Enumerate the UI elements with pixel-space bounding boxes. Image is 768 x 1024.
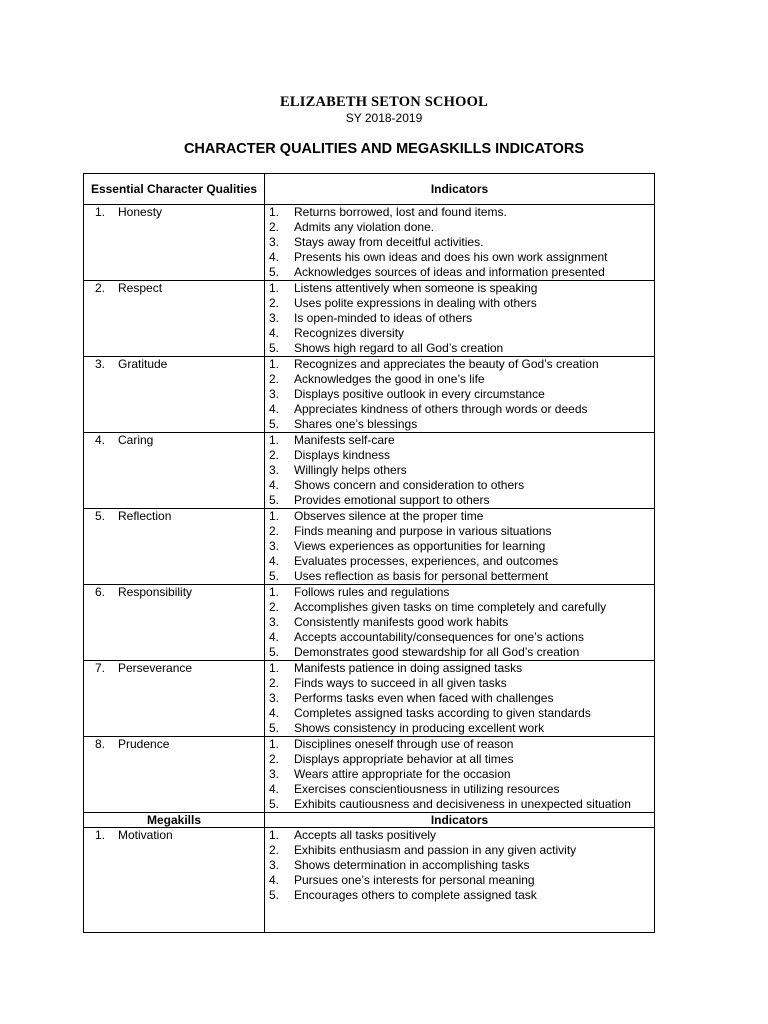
- indicators-cell: [265, 433, 655, 509]
- indicator-item: [269, 569, 654, 584]
- indicator-text: Completes assigned tasks according to given standards: [294, 706, 591, 720]
- indicators-cell: [265, 281, 655, 357]
- indicator-number: 3.: [269, 311, 280, 325]
- indicator-item: [269, 630, 654, 645]
- indicator-number: 2.: [269, 220, 280, 234]
- indicator-item: [269, 691, 654, 706]
- indicator-item: [269, 767, 654, 782]
- indicator-text: Evaluates processes, experiences, and outcomes: [294, 554, 559, 568]
- indicator-number: 3.: [269, 615, 280, 629]
- indicator-item: [269, 752, 654, 767]
- indicator-number: 5.: [269, 645, 280, 659]
- indicator-text: Shares one’s blessings: [294, 417, 418, 431]
- quality-name: Gratitude: [118, 357, 168, 371]
- indicator-number: 1.: [269, 661, 280, 675]
- table-row: [84, 205, 655, 281]
- indicator-number: 5.: [269, 888, 280, 902]
- indicator-text: Shows concern and consideration to others: [294, 478, 525, 492]
- quality-name: Prudence: [118, 737, 170, 751]
- indicator-number: 4.: [269, 326, 280, 340]
- indicator-number: 1.: [269, 205, 280, 219]
- indicator-item: [269, 205, 654, 220]
- indicator-text: Encourages others to complete assigned task: [294, 888, 537, 902]
- quality-name: Caring: [118, 433, 154, 447]
- quality-name: Perseverance: [118, 661, 193, 675]
- indicator-text: Stays away from deceitful activities.: [294, 235, 484, 249]
- indicator-text: Observes silence at the proper time: [294, 509, 484, 523]
- indicator-number: 2.: [269, 600, 280, 614]
- indicators-cell: [265, 357, 655, 433]
- quality-name: Motivation: [118, 828, 173, 842]
- indicator-item: [269, 235, 654, 250]
- indicator-number: 2.: [269, 524, 280, 538]
- indicator-number: 5.: [269, 493, 280, 507]
- indicator-item: [269, 433, 654, 448]
- table-row: [84, 509, 655, 585]
- indicator-item: [269, 645, 654, 660]
- indicator-item: [269, 797, 654, 812]
- table-row: [84, 737, 655, 813]
- quality-cell: [84, 737, 265, 813]
- indicator-item: [269, 828, 654, 843]
- indicator-text: Recognizes diversity: [294, 326, 405, 340]
- indicator-number: 4.: [269, 402, 280, 416]
- indicator-item: [269, 296, 654, 311]
- indicator-number: 4.: [269, 478, 280, 492]
- indicator-item: [269, 493, 654, 508]
- indicator-text: Manifests self-care: [294, 433, 395, 447]
- indicator-item: [269, 311, 654, 326]
- indicators-cell: [265, 661, 655, 737]
- indicator-text: Exhibits enthusiasm and passion in any given activity: [294, 843, 577, 857]
- quality-cell: [84, 828, 265, 933]
- megaskills-header-row: [84, 813, 655, 828]
- quality-cell: [84, 205, 265, 281]
- indicator-item: [269, 341, 654, 356]
- indicator-number: 5.: [269, 265, 280, 279]
- indicator-text: Accepts accountability/consequences for one’s actions: [294, 630, 584, 644]
- indicator-item: [269, 281, 654, 296]
- indicator-text: Shows high regard to all God’s creation: [294, 341, 504, 355]
- indicator-number: 1.: [269, 828, 280, 842]
- indicator-item: [269, 843, 654, 858]
- indicator-item: [269, 478, 654, 493]
- quality-number: 8.: [95, 737, 106, 751]
- table-row: [84, 357, 655, 433]
- quality-cell: [84, 661, 265, 737]
- indicators-table: [83, 173, 655, 933]
- quality-name: Honesty: [118, 205, 163, 219]
- quality-cell: [84, 281, 265, 357]
- indicator-item: [269, 509, 654, 524]
- indicator-text: Admits any violation done.: [294, 220, 435, 234]
- indicator-item: [269, 721, 654, 736]
- indicator-item: [269, 706, 654, 721]
- indicator-number: 3.: [269, 767, 280, 781]
- school-name: ELIZABETH SETON SCHOOL: [279, 94, 488, 110]
- school-year: SY 2018-2019: [345, 111, 423, 125]
- indicator-text: Displays kindness: [294, 448, 391, 462]
- indicator-text: Manifests patience in doing assigned tasks: [294, 661, 523, 675]
- indicators-column-header: Indicators: [265, 174, 655, 205]
- indicator-item: [269, 402, 654, 417]
- indicator-text: Views experiences as opportunities for learning: [294, 539, 546, 553]
- quality-cell: [84, 433, 265, 509]
- table-row: [84, 661, 655, 737]
- indicator-item: [269, 372, 654, 387]
- indicator-item: [269, 357, 654, 372]
- quality-number: 5.: [95, 509, 106, 523]
- indicator-number: 1.: [269, 737, 280, 751]
- indicator-number: 5.: [269, 721, 280, 735]
- quality-number: 6.: [95, 585, 106, 599]
- indicators-cell: [265, 585, 655, 661]
- indicator-text: Listens attentively when someone is speaking: [294, 281, 538, 295]
- indicator-item: [269, 600, 654, 615]
- indicator-item: [269, 220, 654, 235]
- qualities-column-header: Essential Character Qualities: [84, 174, 265, 205]
- quality-number: 2.: [95, 281, 106, 295]
- indicator-item: [269, 661, 654, 676]
- indicator-item: [269, 265, 654, 280]
- indicator-text: Performs tasks even when faced with challenges: [294, 691, 554, 705]
- indicator-text: Shows consistency in producing excellent work: [294, 721, 545, 735]
- indicator-text: Presents his own ideas and does his own work assignment: [294, 250, 608, 264]
- indicator-number: 4.: [269, 250, 280, 264]
- indicator-number: 5.: [269, 417, 280, 431]
- indicator-number: 5.: [269, 569, 280, 583]
- indicator-text: Acknowledges sources of ideas and information presented: [294, 265, 605, 279]
- indicator-text: Acknowledges the good in one’s life: [294, 372, 485, 386]
- indicator-item: [269, 387, 654, 402]
- quality-name: Respect: [118, 281, 163, 295]
- indicator-item: [269, 737, 654, 752]
- indicator-item: [269, 539, 654, 554]
- indicators-cell: [265, 828, 655, 933]
- indicator-text: Exhibits cautiousness and decisiveness in unexpected situation: [294, 797, 631, 811]
- indicator-text: Demonstrates good stewardship for all God’s creation: [294, 645, 580, 659]
- indicator-number: 1.: [269, 509, 280, 523]
- indicator-number: 5.: [269, 797, 280, 811]
- indicators-cell: [265, 205, 655, 281]
- indicator-item: [269, 250, 654, 265]
- indicator-item: [269, 524, 654, 539]
- indicator-text: Uses polite expressions in dealing with others: [294, 296, 537, 310]
- indicator-item: [269, 326, 654, 341]
- indicator-number: 3.: [269, 691, 280, 705]
- indicator-number: 2.: [269, 752, 280, 766]
- table-row: [84, 433, 655, 509]
- indicator-text: Displays appropriate behavior at all times: [294, 752, 514, 766]
- indicator-item: [269, 554, 654, 569]
- indicator-text: Finds meaning and purpose in various situations: [294, 524, 552, 538]
- megaskills-indicators-header: Indicators: [265, 813, 655, 828]
- indicator-item: [269, 782, 654, 797]
- indicator-item: [269, 888, 654, 903]
- indicator-number: 3.: [269, 235, 280, 249]
- indicator-text: Accomplishes given tasks on time completely and carefully: [294, 600, 607, 614]
- indicator-number: 3.: [269, 463, 280, 477]
- indicator-text: Accepts all tasks positively: [294, 828, 437, 842]
- indicator-text: Consistently manifests good work habits: [294, 615, 509, 629]
- indicator-number: 4.: [269, 630, 280, 644]
- indicator-item: [269, 448, 654, 463]
- document-title: CHARACTER QUALITIES AND MEGASKILLS INDICATORS: [183, 141, 585, 157]
- quality-name: Responsibility: [118, 585, 193, 599]
- table-header-row: [84, 174, 655, 205]
- quality-cell: [84, 585, 265, 661]
- indicator-text: Disciplines oneself through use of reason: [294, 737, 514, 751]
- indicator-text: Displays positive outlook in every circumstance: [294, 387, 545, 401]
- indicators-cell: [265, 509, 655, 585]
- quality-number: 1.: [95, 205, 106, 219]
- quality-name: Reflection: [118, 509, 172, 523]
- indicator-text: Shows determination in accomplishing tasks: [294, 858, 530, 872]
- indicator-text: Finds ways to succeed in all given tasks: [294, 676, 507, 690]
- indicator-item: [269, 873, 654, 888]
- indicator-text: Exercises conscientiousness in utilizing resources: [294, 782, 560, 796]
- table-row: [84, 828, 655, 933]
- indicator-number: 2.: [269, 372, 280, 386]
- indicator-text: Willingly helps others: [294, 463, 407, 477]
- indicator-item: [269, 676, 654, 691]
- indicator-number: 1.: [269, 433, 280, 447]
- indicator-item: [269, 585, 654, 600]
- indicator-text: Provides emotional support to others: [294, 493, 490, 507]
- indicator-number: 4.: [269, 706, 280, 720]
- indicator-number: 3.: [269, 387, 280, 401]
- quality-number: 7.: [95, 661, 106, 675]
- table-row: [84, 585, 655, 661]
- indicator-text: Returns borrowed, lost and found items.: [294, 205, 507, 219]
- indicator-number: 2.: [269, 843, 280, 857]
- indicator-item: [269, 463, 654, 478]
- indicator-text: Wears attire appropriate for the occasion: [294, 767, 511, 781]
- indicator-item: [269, 615, 654, 630]
- indicator-number: 5.: [269, 341, 280, 355]
- quality-number: 3.: [95, 357, 106, 371]
- indicators-cell: [265, 737, 655, 813]
- indicator-text: Pursues one’s interests for personal meaning: [294, 873, 535, 887]
- indicator-number: 1.: [269, 585, 280, 599]
- indicator-number: 1.: [269, 357, 280, 371]
- indicator-text: Follows rules and regulations: [294, 585, 450, 599]
- megaskills-column-header: Megakills: [84, 813, 265, 828]
- quality-number: 4.: [95, 433, 106, 447]
- indicator-text: Appreciates kindness of others through words or deeds: [294, 402, 588, 416]
- indicator-number: 4.: [269, 554, 280, 568]
- quality-cell: [84, 357, 265, 433]
- indicator-number: 1.: [269, 281, 280, 295]
- indicator-number: 3.: [269, 858, 280, 872]
- indicator-item: [269, 858, 654, 873]
- quality-cell: [84, 509, 265, 585]
- indicator-text: Is open-minded to ideas of others: [294, 311, 473, 325]
- indicator-number: 2.: [269, 448, 280, 462]
- indicator-number: 3.: [269, 539, 280, 553]
- indicator-text: Recognizes and appreciates the beauty of God’s creation: [294, 357, 599, 371]
- table-row: [84, 281, 655, 357]
- indicator-number: 2.: [269, 296, 280, 310]
- indicator-number: 2.: [269, 676, 280, 690]
- quality-number: 1.: [95, 828, 106, 842]
- indicator-number: 4.: [269, 873, 280, 887]
- indicator-item: [269, 417, 654, 432]
- indicator-number: 4.: [269, 782, 280, 796]
- indicator-text: Uses reflection as basis for personal betterment: [294, 569, 549, 583]
